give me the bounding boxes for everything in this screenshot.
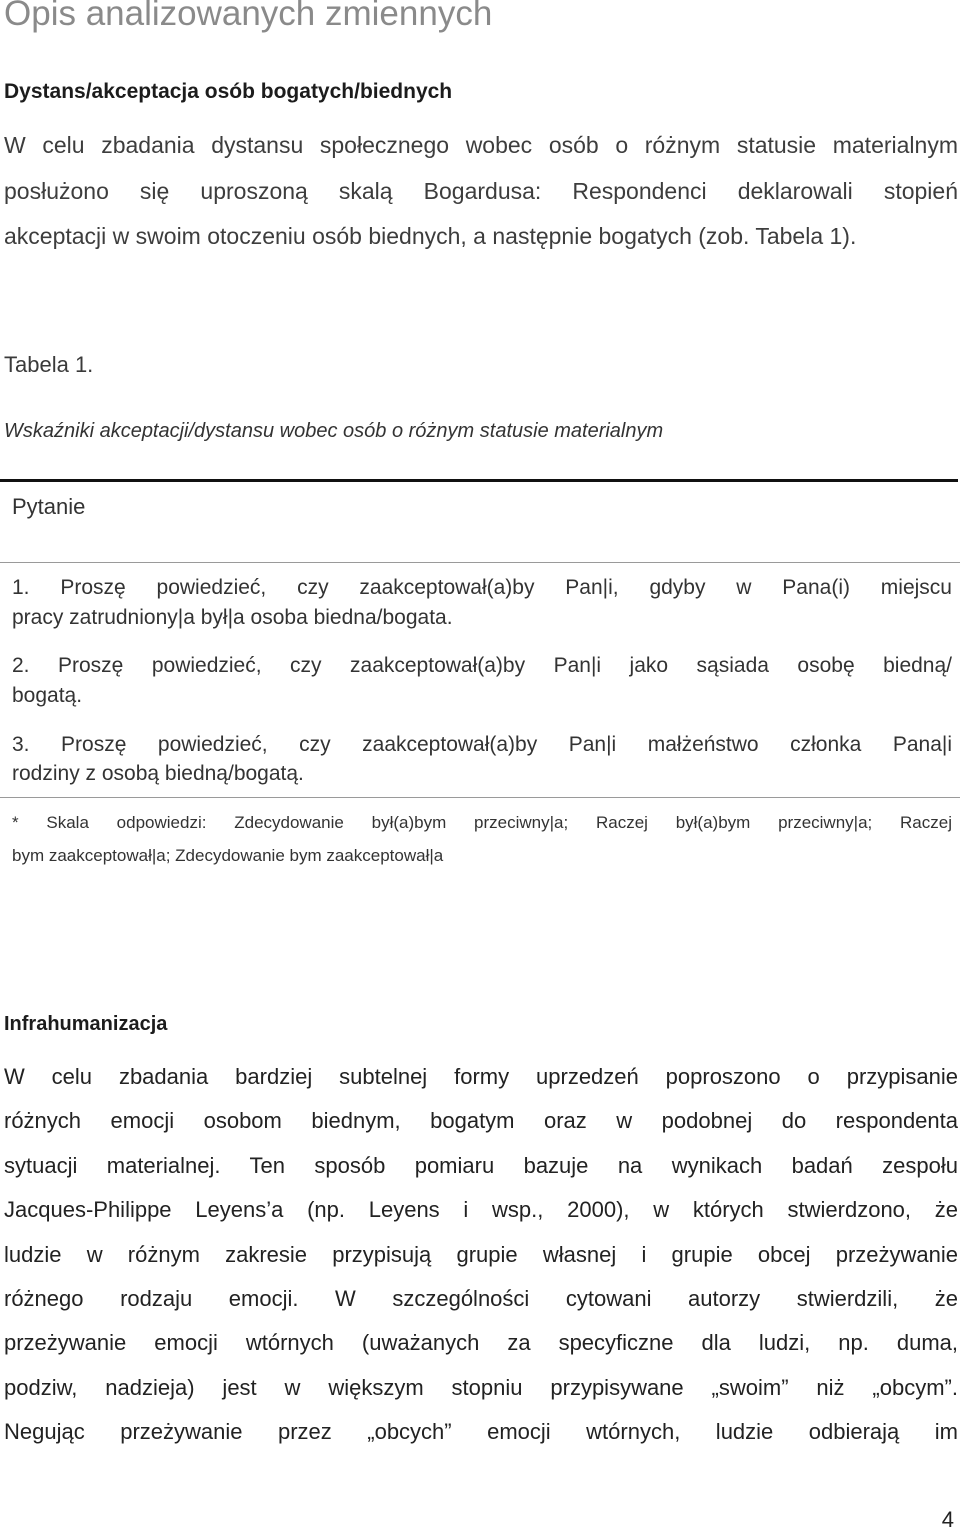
table-label: Tabela 1. [4,352,94,377]
paragraph-infrahumanization [4,1055,958,1455]
footnote-line: bym zaakceptował|a; Zdecydowanie bym zaakceptował|a [12,846,444,865]
table-bottom-rule [0,797,960,798]
table-row-line: rodziny z osobą biedną/bogatą. [12,762,304,785]
paragraph-line: podziw, nadzieja) jest w większym stopniu przypisywane „swoim” niż „obcym”. [4,1374,958,1400]
paragraph-line: akceptacji w swoim otoczeniu osób biednych, a następnie bogatych (zob. Tabela 1). [4,223,857,249]
page-number: 4 [941,1507,954,1532]
paragraph-line: ludzie w różnym zakresie przypisują grupie własnej i grupie obcej przeżywanie [4,1241,958,1267]
footnote-line: * Skala odpowiedzi: Zdecydowanie był(a)bym przeciwny|a; Raczej był(a)bym przeciwny|a; Raczej [12,813,952,832]
paragraph-line: W celu zbadania dystansu społecznego wobec osób o różnym statusie materialnym [4,132,958,158]
table-caption: Wskaźniki akceptacji/dystansu wobec osób o różnym statusie materialnym [4,420,664,442]
section-heading-distance: Dystans/akceptacja osób bogatych/biednych [4,80,453,103]
table-row-line: bogatą. [12,684,83,707]
table-row-line: pracy zatrudniony|a był|a osoba biedna/bogata. [12,606,453,629]
paragraph-line: Jacques-Philippe Leyens’a (np. Leyens i wsp., 2000), w których stwierdzono, że [4,1197,958,1223]
paragraph-line: przeżywanie emocji wtórnych (uważanych za specyficzne dla ludzi, np. duma, [4,1330,958,1356]
paragraph-line: sytuacji materialnej. Ten sposób pomiaru bazuje na wynikach badań zespołu [4,1152,958,1178]
paragraph-line: różnych emocji osobom biednym, bogatym oraz w podobnej do respondenta [4,1108,958,1134]
page-title: Opis analizowanych zmiennych [4,0,493,33]
table-top-rule [0,479,958,482]
table-header-rule [0,562,960,563]
paragraph-line: W celu zbadania bardziej subtelnej formy uprzedzeń poproszono o przypisanie [4,1064,958,1089]
paragraph-line: różnego rodzaju emocji. W szczególności cytowani autorzy stwierdzili, że [4,1286,958,1312]
table-row [12,573,952,633]
paragraph-line: Negując przeżywanie przez „obcych” emocji wtórnych, ludzie odbierają im [4,1419,958,1445]
table-row-line: 2. Proszę powiedzieć, czy zaakceptował(a)by Pan|i jako sąsiada osobę biedną/ [12,654,952,677]
paragraph-distance [4,123,958,260]
table-row-line: 1. Proszę powiedzieć, czy zaakceptował(a)by Pan|i, gdyby w Pana(i) miejscu [12,576,952,599]
table-footnote [12,806,952,872]
table-row [12,730,952,788]
table-header-question: Pytanie [12,494,86,519]
table-row-line: 3. Proszę powiedzieć, czy zaakceptował(a)by Pan|i małżeństwo członka Pana|i [12,733,952,756]
table-row [12,651,952,711]
paragraph-line: posłużono się uproszoną skalą Bogardusa: Respondenci deklarowali stopień [4,177,958,204]
section-heading-infrahumanization: Infrahumanizacja [4,1013,168,1035]
